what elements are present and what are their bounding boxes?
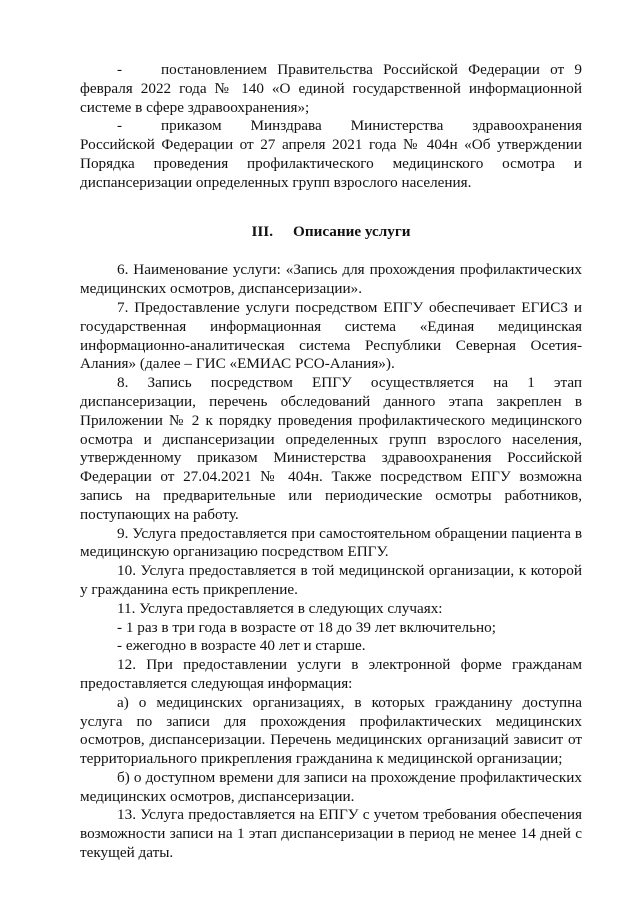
paragraph-6: 6. Наименование услуги: «Запись для прохождения профилактических медицинских осмотров, диспансеризации». bbox=[80, 261, 582, 298]
section-heading bbox=[80, 223, 582, 242]
paragraph-11: 11. Услуга предоставляется в следующих случаях: bbox=[117, 599, 443, 617]
list-marker: - bbox=[117, 61, 123, 78]
case-item-2: - ежегодно в возрасте 40 лет и старше. bbox=[117, 637, 366, 655]
info-item-a: а) о медицинских организациях, в которых гражданину доступна услуга по записи для прохождения профилактических медицинских осмотров, диспансеризации. Перечень медицинских организаций зависит от территориального прикрепления гражданина к медицинской организации; bbox=[80, 693, 582, 768]
list-item bbox=[80, 117, 582, 192]
paragraph-12: 12. При предоставлении услуги в электронной форме гражданам предоставляется следующая информация: bbox=[80, 656, 582, 692]
case-item-1: - 1 раз в три года в возрасте от 18 до 39 лет включительно; bbox=[117, 618, 496, 636]
section-title: Описание услуги bbox=[293, 222, 411, 240]
list-item-text: постановлением Правительства Российской Федерации от 9 февраля 2022 года № 140 «О единой государственной информационной системе в сфере здравоохранения»; bbox=[80, 61, 582, 116]
info-item-b: б) о доступном времени для записи на прохождение профилактических медицинских осмотров, диспансеризации. bbox=[80, 768, 582, 805]
paragraph-7: 7. Предоставление услуги посредством ЕПГУ обеспечивает ЕГИСЗ и государственная информационная система «Единая медицинская информационно-аналитическая система Республики Северная Осетия-Алания» (далее – ГИС «ЕМИАС РСО-Алания»). bbox=[80, 298, 582, 373]
list-marker: - bbox=[117, 117, 123, 135]
paragraph-10: 10. Услуга предоставляется в той медицинской организации, к которой у гражданина есть прикрепление. bbox=[80, 562, 582, 598]
paragraph-13: 13. Услуга предоставляется на ЕПГУ с учетом требования обеспечения возможности записи на 1 этап диспансеризации в период не менее 14 дней с текущей даты. bbox=[80, 806, 582, 862]
section-number: III. bbox=[251, 222, 273, 240]
paragraph-8: 8. Запись посредством ЕПГУ осуществляется на 1 этап диспансеризации, перечень обследований данного этапа закреплен в Приложении № 2 к порядку проведения профилактического медицинского осмотра и диспансеризации определенных групп взрослого населения, утвержденному приказом Министерства здравоохранения Российской Федерации от 27.04.2021 № 404н. Также посредством ЕПГУ возможна запись на предварительные или периодические осмотры работников, поступающих на работу. bbox=[80, 374, 582, 523]
list-item bbox=[80, 61, 582, 117]
paragraph-9: 9. Услуга предоставляется при самостоятельном обращении пациента в медицинскую организацию посредством ЕПГУ. bbox=[80, 524, 582, 561]
list-item-text: приказом Минздрава Министерства здравоохранения Российской Федерации от 27 апреля 2021 года № 404н «Об утверждении Порядка проведения профилактического медицинского осмотра и диспансеризации определенных групп взрослого населения. bbox=[80, 117, 582, 191]
